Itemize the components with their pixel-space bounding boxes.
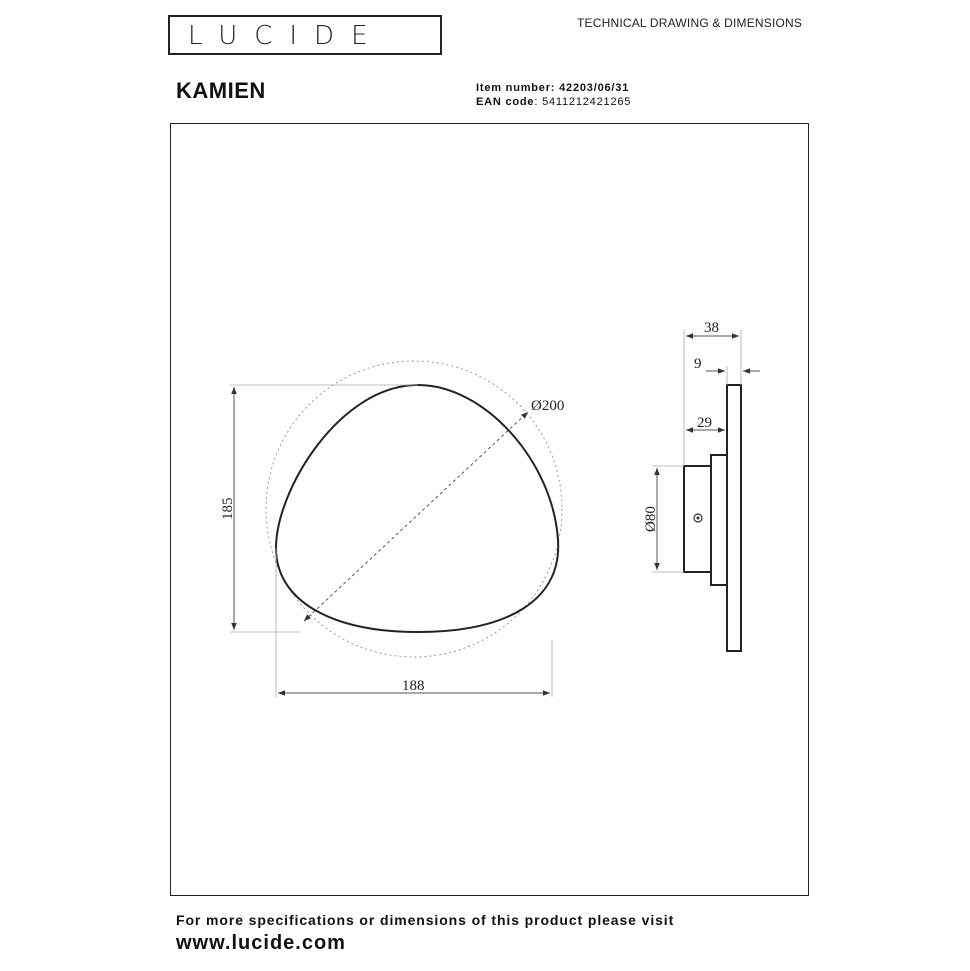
mounting-base-step [711,455,727,585]
brand-logo-text: LUCIDE [188,21,385,51]
base-diameter-label: Ø80 [643,506,659,532]
lamp-plate [727,385,741,651]
base-depth-label: 29 [697,415,712,431]
document-type: TECHNICAL DRAWING & DIMENSIONS [577,16,803,30]
width-label: 188 [402,678,425,694]
item-number-label: Item number: [476,82,556,94]
diameter-line [304,412,528,621]
ean-label: EAN code [476,96,535,108]
side-view [643,320,760,651]
ean-row: EAN code: 5411212421265 [476,96,632,108]
pebble-outline [276,385,558,632]
height-label: 185 [220,497,236,520]
item-number-value: 42203/06/31 [559,82,630,94]
ean-value: 5411212421265 [542,96,632,108]
product-name: KAMIEN [176,78,266,103]
footer-website-link[interactable]: www.lucide.com [176,932,346,954]
footer-spec-text: For more specifications or dimensions of this product please visit [176,912,675,928]
plate-label: 9 [694,356,702,372]
front-view [220,361,564,697]
depth-label: 38 [704,320,719,336]
screw-center-icon [697,517,700,520]
diameter-label: Ø200 [531,398,565,414]
